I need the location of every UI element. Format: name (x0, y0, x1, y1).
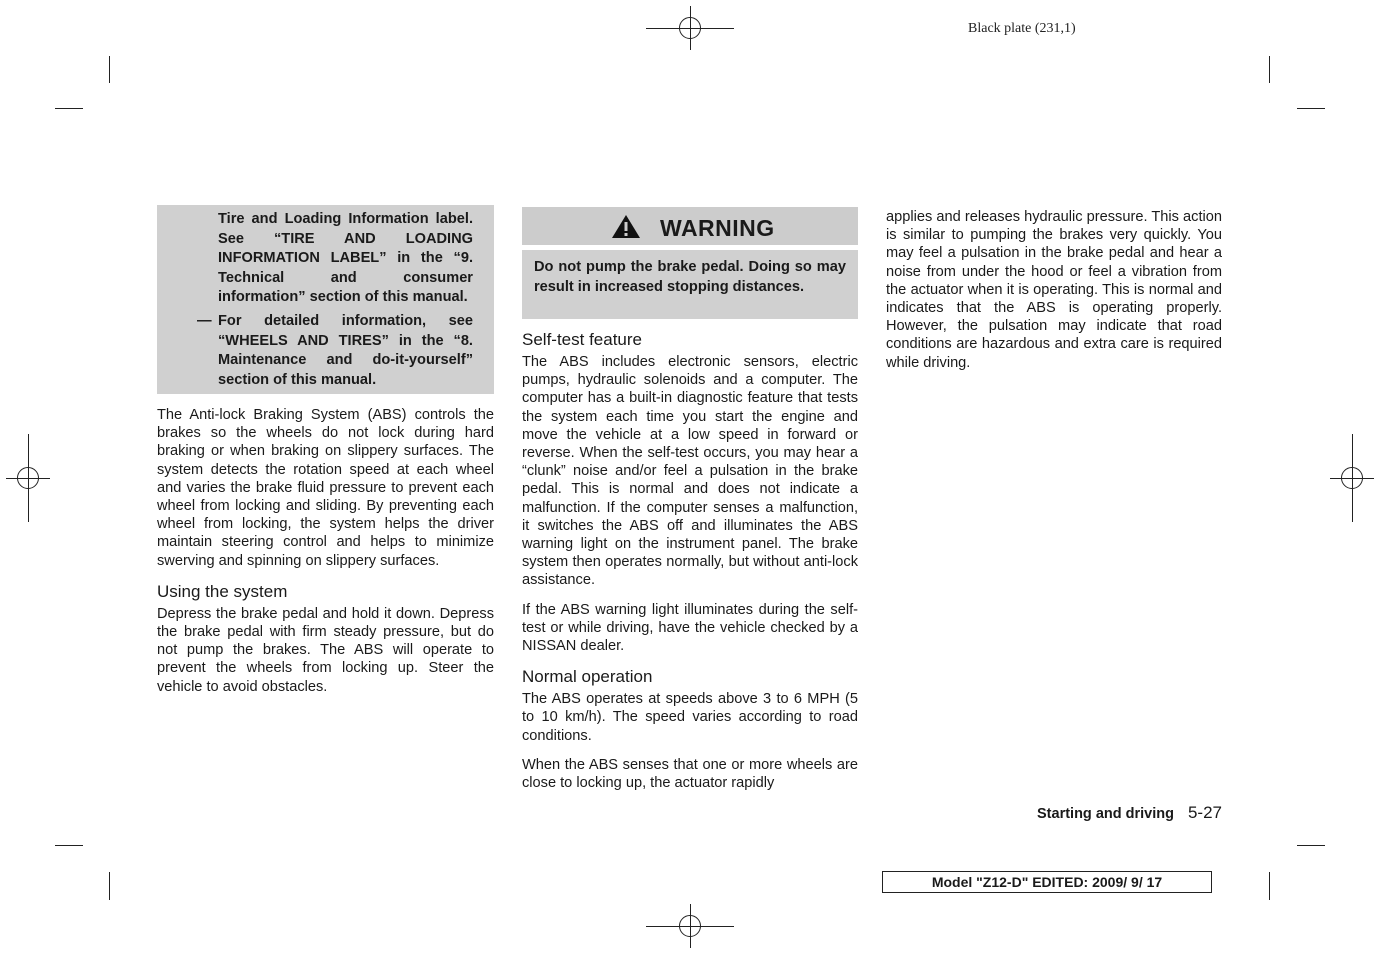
column-1 (157, 406, 494, 696)
normal-operation-paragraph-2: When the ABS senses that one or more wheels are close to locking up, the actuator rapidly (522, 756, 858, 792)
normal-operation-paragraph: The ABS operates at speeds above 3 to 6 MPH (5 to 10 km/h). The speed varies according to road conditions. (522, 691, 858, 744)
warning-body (522, 250, 858, 319)
warning-text: Do not pump the brake pedal. Doing so may result in increased stopping distances. (534, 259, 846, 295)
notice-item-wheels: For detailed information, see “WHEELS AND TIRES” in the “8. Maintenance and do-it-yourself” section of this manual. (218, 313, 473, 388)
column-3 (886, 208, 1222, 372)
model-edit-stamp: Model "Z12-D" EDITED: 2009/ 9/ 17 (882, 871, 1212, 893)
warning-header (522, 207, 858, 245)
page-footer (1000, 803, 1222, 823)
self-test-paragraph-2: If the ABS warning light illuminates during the self-test or while driving, have the vehicle checked by a NISSAN dealer. (522, 601, 858, 655)
using-system-paragraph: Depress the brake pedal and hold it down. Depress the brake pedal with firm steady pressure, but do not pump the brakes. The ABS will operate to prevent the wheels from locking up. Steer the vehicle to avoid obstacles. (157, 605, 494, 695)
plate-label: Black plate (231,1) (968, 21, 1076, 36)
notice-box (157, 205, 494, 394)
warning-triangle-icon (611, 214, 641, 239)
self-test-paragraph: The ABS includes electronic sensors, electric pumps, hydraulic solenoids and a computer. The computer has a built-in diagnostic feature that tests the system each time you start the engine and move the vehicle at a low speed in forward or reverse. When the self-test occurs, you may hear a “clunk” noise and/or feel a pulsation in the brake pedal. This is normal and does not indicate a malfunction. If the computer senses a malfunction, it switches the ABS off and illuminates the ABS warning light on the instrument panel. The brake system then operates normally, but without anti-lock assistance. (522, 354, 858, 589)
normal-operation-heading: Normal operation (522, 667, 653, 687)
abs-operation-paragraph: applies and releases hydraulic pressure. This action is similar to pumping the brakes very quickly. You may feel a pulsation in the brake pedal and hear a noise from under the hood or feel a vibration from the actuator when it is operating. This is normal and indicates that the ABS is operating properly. However, the pulsation may indicate that road conditions are hazardous and extra care is required while driving. (886, 209, 1222, 371)
self-test-heading: Self-test feature (522, 330, 643, 349)
warning-title: WARNING (660, 215, 775, 241)
notice-item-tire-label: Tire and Loading Information label. See “TIRE AND LOADING INFORMATION LABEL” in the “9. Technical and consumer information” section of this manual. (218, 211, 473, 306)
notice-dash: — (197, 313, 212, 329)
abs-intro-paragraph: The Anti-lock Braking System (ABS) controls the brakes so the wheels do not lock during hard braking or when braking on slippery surfaces. The system detects the rotation speed at each wheel and varies the brake fluid pressure to prevent each wheel from locking and sliding. By preventing each wheel from locking, the system helps the driver maintain steering control and helps to minimize swerving and spinning on slippery surfaces. (157, 407, 494, 569)
using-system-heading: Using the system (157, 581, 288, 601)
column-2 (522, 319, 858, 792)
page-number: 5-27 (1187, 803, 1222, 822)
section-title: Starting and driving (1037, 806, 1174, 822)
